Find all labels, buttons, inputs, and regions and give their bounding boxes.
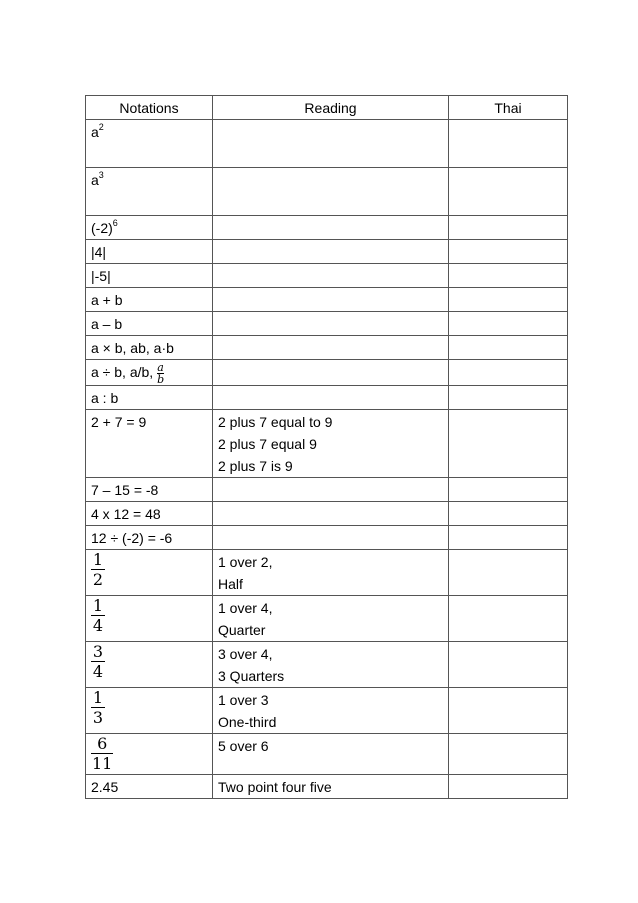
notation-cell: a : b [86, 385, 213, 409]
reading-cell [213, 288, 449, 312]
reading-cell [213, 477, 449, 501]
reading-cell [213, 733, 449, 774]
table-row [86, 288, 568, 312]
notation-cell [86, 595, 213, 641]
thai-cell [449, 774, 568, 798]
table-row [86, 595, 568, 641]
notation-table [85, 95, 568, 799]
notation-cell [86, 641, 213, 687]
reading-line: 1 over 4, [218, 599, 273, 616]
notation-cell [86, 687, 213, 733]
fraction-numerator: a [157, 360, 164, 374]
reading-line: 2 plus 7 is 9 [218, 457, 293, 474]
thai-cell [449, 733, 568, 774]
reading-cell [213, 385, 449, 409]
fraction [91, 551, 105, 590]
reading-cell [213, 774, 449, 798]
reading-cell [213, 409, 449, 477]
fraction-numerator: 6 [97, 733, 108, 753]
reading-line: Two point four five [218, 778, 332, 795]
thai-cell [449, 336, 568, 360]
reading-line: One-third [218, 713, 277, 730]
reading-cell [213, 312, 449, 336]
notation-base: a [91, 172, 99, 188]
inline-fraction [157, 362, 164, 385]
table-row [86, 687, 568, 733]
notation-cell [86, 360, 213, 386]
notation-cell [86, 733, 213, 774]
table-row [86, 409, 568, 477]
notation-text: a ÷ b, a/b, [91, 364, 158, 380]
table-row [86, 240, 568, 264]
reading-line: Half [218, 575, 243, 592]
thai-cell [449, 687, 568, 733]
notation-exponent: 3 [98, 170, 104, 180]
fraction-numerator: 3 [92, 641, 104, 661]
thai-cell [449, 477, 568, 501]
thai-cell [449, 168, 568, 216]
reading-cell [213, 641, 449, 687]
table-row [86, 774, 568, 798]
thai-cell [449, 312, 568, 336]
notation-cell: 2 + 7 = 9 [86, 409, 213, 477]
table-row [86, 501, 568, 525]
fraction [91, 643, 105, 682]
table-row [86, 120, 568, 168]
notation-cell: |4| [86, 240, 213, 264]
notation-cell [86, 549, 213, 595]
notation-cell [86, 216, 213, 240]
reading-line: 2 plus 7 equal to 9 [218, 413, 333, 430]
header-reading: Reading [213, 96, 449, 120]
reading-line: 2 plus 7 equal 9 [218, 435, 317, 452]
notation-cell: 7 – 15 = -8 [86, 477, 213, 501]
thai-cell [449, 595, 568, 641]
fraction-numerator: 1 [92, 687, 104, 707]
fraction-denominator: 3 [92, 707, 104, 727]
reading-line: 1 over 3 [218, 691, 269, 708]
fraction-numerator: 1 [92, 549, 104, 569]
header-notations: Notations [86, 96, 213, 120]
notation-cell: a + b [86, 288, 213, 312]
reading-line: Quarter [218, 621, 266, 638]
reading-cell [213, 216, 449, 240]
reading-line: 1 over 2, [218, 553, 273, 570]
table-row [86, 641, 568, 687]
thai-cell [449, 216, 568, 240]
reading-cell [213, 336, 449, 360]
fraction-denominator: b [157, 372, 165, 386]
notation-cell [86, 120, 213, 168]
thai-cell [449, 525, 568, 549]
reading-line: 3 Quarters [218, 667, 285, 684]
fraction-denominator: 4 [92, 661, 104, 681]
reading-cell [213, 595, 449, 641]
notation-cell: |-5| [86, 264, 213, 288]
reading-cell [213, 501, 449, 525]
reading-cell [213, 120, 449, 168]
thai-cell [449, 641, 568, 687]
fraction-denominator: 4 [92, 615, 104, 635]
table-row [86, 216, 568, 240]
thai-cell [449, 288, 568, 312]
thai-cell [449, 264, 568, 288]
table-row [86, 264, 568, 288]
table-row [86, 312, 568, 336]
notation-exponent: 6 [112, 218, 118, 228]
thai-cell [449, 385, 568, 409]
fraction [91, 735, 113, 774]
thai-cell [449, 240, 568, 264]
fraction-numerator: 1 [92, 595, 104, 615]
table-row [86, 477, 568, 501]
notation-base: a [91, 124, 99, 140]
thai-cell [449, 360, 568, 386]
notation-exponent: 2 [98, 122, 104, 132]
reading-cell [213, 360, 449, 386]
reading-cell [213, 264, 449, 288]
reading-line: 5 over 6 [218, 737, 269, 754]
header-row [86, 96, 568, 120]
table-row [86, 360, 568, 386]
thai-cell [449, 501, 568, 525]
table-row [86, 385, 568, 409]
notation-base: (-2) [91, 220, 113, 236]
thai-cell [449, 549, 568, 595]
thai-cell [449, 120, 568, 168]
fraction [91, 689, 105, 728]
header-thai: Thai [449, 96, 568, 120]
thai-cell [449, 409, 568, 477]
fraction-denominator: 11 [92, 753, 113, 773]
notation-cell: 4 x 12 = 48 [86, 501, 213, 525]
notation-cell: a – b [86, 312, 213, 336]
notation-cell: a × b, ab, a·b [86, 336, 213, 360]
reading-cell [213, 549, 449, 595]
table-row [86, 733, 568, 774]
reading-cell [213, 240, 449, 264]
table-row [86, 549, 568, 595]
reading-cell [213, 168, 449, 216]
reading-cell [213, 525, 449, 549]
fraction [91, 597, 105, 636]
notation-cell: 2.45 [86, 774, 213, 798]
table-row [86, 336, 568, 360]
notation-cell [86, 168, 213, 216]
fraction-denominator: 2 [92, 569, 104, 589]
table-row [86, 168, 568, 216]
reading-cell [213, 687, 449, 733]
notation-cell: 12 ÷ (-2) = -6 [86, 525, 213, 549]
reading-line: 3 over 4, [218, 645, 273, 662]
table-row [86, 525, 568, 549]
